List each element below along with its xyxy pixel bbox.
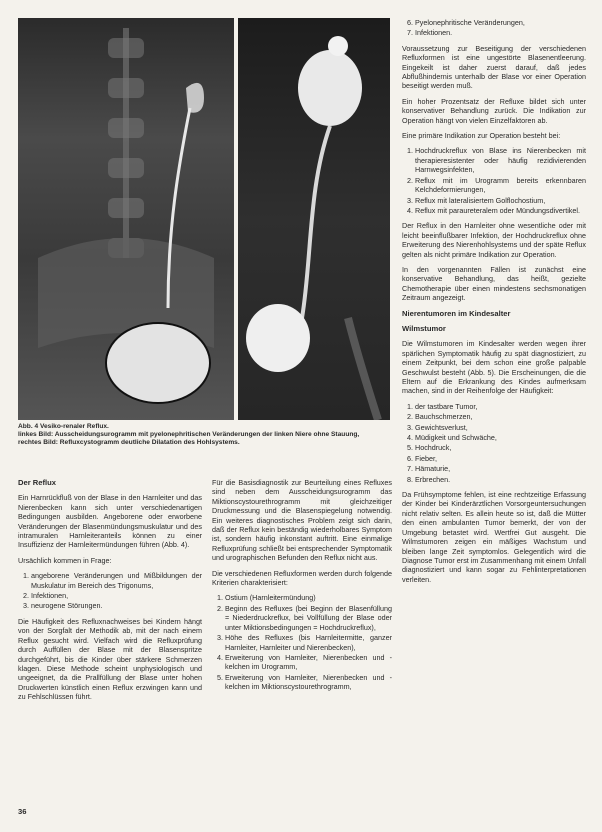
paragraph: Ursächlich kommen in Frage: (18, 555, 112, 565)
criteria-list-continued (402, 18, 586, 38)
paragraph: Die Häufigkeit des Refluxnachweises bei Kindern hängt von der Sorgfalt der Methodik ab, mit der nach einem Reflux gesucht wird. Vielfach wird die Refluxprüfung durch Auffüllen der Blase mit der Blasenspritze durchgeführt, bis die Kinder über stärkere Schmerzen klagen. Diese Methode scheint unphysiologisch und ungeeignet, da die Prallfüllung der Blase unter hohen Druckwerten künstlich einen Reflux erzwingen kann und zu Fehlschlüssen führt. (18, 616, 202, 702)
section-heading-wilms: Wilmstumor (402, 323, 446, 333)
text-column-2 (212, 478, 392, 698)
list-item: 4. Müdigkeit und Schwäche, (415, 433, 586, 442)
cystogram-image (238, 18, 390, 420)
paragraph: Da Frühsymptome fehlen, ist eine rechtzeitige Erfassung der Kinder bei Kinderärztlichen Vorsorgeuntersuchungen nicht relativ selten. Es allein heute so ist, daß die Mütter den einen ambulanten Tumor bemerkt, der von der Umgebung betastet wird. Wertfrei Gut ausgeht. Die Wilmstumoren zeigen ein mäßiges Wachstum und bleiben lange Zeit symptomlos. Gelegentlich wird die Diagnose Tumor erst im Zusammenhang mit einem Unfall diagnostiziert und kann sogar zu Fehlinterpretationen verleiten. (402, 490, 586, 584)
list-item: 6. Fieber, (415, 454, 586, 463)
indication-list (402, 146, 586, 215)
text-column-1 (18, 478, 202, 708)
list-item: 3. Höhe des Refluxes (bis Harnleitermitte, ganzer Harnleiter, Harnleiter und Nierenbecken), (225, 633, 392, 652)
list-item: 3. Gewichtsverlust, (415, 423, 586, 432)
list-item: 5. Erweiterung von Harnleiter, Nierenbecken und -kelchen im Miktionscystourethrogramm, (225, 673, 392, 692)
list-item: 4. Reflux mit paraureteralem oder Mündungsdivertikel. (415, 206, 586, 215)
paragraph: Die Wilmstumoren im Kindesalter werden wegen ihrer spärlichen Symptomatik häufig zu spät diagnostiziert, zu einem Zeitpunkt, bei dem schon eine große palpable Geschwulst besteht (Abb. 5). Die Erscheinungen, die die Eltern auf die Erkrankung des Kindes aufmerksam machen, sind in der Reihenfolge der Häufigkeit: (402, 339, 586, 396)
list-item: 2. Reflux mit im Urogramm bereits erkennbaren Kelchdeformierungen, (415, 176, 586, 195)
list-item: 1. angeborene Veränderungen und Mißbildungen der Muskulatur im Bereich des Trigonums, (31, 571, 202, 590)
criteria-list (212, 593, 392, 691)
paragraph: Der Reflux in den Harnleiter ohne wesentliche oder mit leicht beeinflußbarer Infektion, der Hochdruckreflux ohne Erweiterung des Nierenhohlsystems und der späte Reflux gelten als nicht primäre Indikation zur Operation. (402, 221, 586, 259)
list-item: 6. Pyelonephritische Veränderungen, (415, 18, 586, 27)
paragraph: Ein Harnrückfluß von der Blase in den Harnleiter und das Nierenbecken kann sich unter verschiedenartigen Bedingungen ausbilden. Angeborene oder erworbene Veränderungen der Blasenmündungsmuskulatur und des intramuralen Harnleiteranteils können zu einer Insuffizienz der Harnleitermündungen führen (Abb. 4). (18, 493, 202, 550)
list-item: 1. Hochdruckreflux von Blase ins Nierenbecken mit therapieresistenter oder häufig rezidivierenden Harnwegsinfekten, (415, 146, 586, 174)
figure-caption (18, 423, 398, 448)
caption-left: linkes Bild: Ausscheidungsurogramm mit pyelonephritischen Veränderungen der linken Niere ohne Stauung, (18, 431, 360, 439)
list-item: 7. Hämaturie, (415, 464, 586, 473)
list-item: 5. Hochdruck, (415, 443, 586, 452)
text-column-3 (402, 18, 586, 590)
figure-xray-pair (18, 18, 390, 420)
cause-list (18, 571, 202, 611)
list-item: 1. der tastbare Tumor, (415, 402, 586, 411)
list-item: 3. Reflux mit lateralisiertem Golflochostium, (415, 196, 586, 205)
paragraph: Die verschiedenen Refluxformen werden durch folgende Kriterien charakterisiert: (212, 568, 392, 588)
paragraph: Ein hoher Prozentsatz der Refluxe bildet sich unter konservativer Behandlung zurück. Die Indikation zur Operation hängt von vielen Einzelfaktoren ab. (402, 96, 586, 125)
section-heading-reflux: Der Reflux (18, 478, 56, 487)
caption-right: rechtes Bild: Refluxcystogramm deutliche Dilatation des Hohlsystems. (18, 439, 240, 447)
list-item: 4. Erweiterung von Harnleiter, Nierenbecken und -kelchen im Urogramm, (225, 653, 392, 672)
list-item: 7. Infektionen. (415, 28, 586, 37)
section-heading-tumors: Nierentumoren im Kindesalter (402, 308, 511, 318)
list-item: 3. neurogene Störungen. (31, 601, 202, 610)
list-item: 1. Ostium (Harnleitermündung) (225, 593, 392, 602)
symptom-list (402, 402, 586, 484)
paragraph: Voraussetzung zur Beseitigung der verschiedenen Refluxformen ist eine ungestörte Blasenentleerung. Eingekeilt ist daher zuerst darauf, daß jedes Abflußhindernis unterhalb der Blase vor einer Operation beseitigt werden muß. (402, 43, 586, 91)
caption-title: Abb. 4 Vesiko-renaler Reflux. (18, 423, 109, 430)
urogram-image (18, 18, 234, 420)
list-item: 2. Bauchschmerzen, (415, 412, 586, 421)
list-item: 2. Beginn des Refluxes (bei Beginn der Blasenfüllung = Niederdruckreflux, bei Vollfüllung der Blase oder unter Miktionsbedingungen = Hochdruckreflux), (225, 604, 392, 632)
paragraph: In den vorgenannten Fällen ist zunächst eine konservative Behandlung, das heißt, gezielte Chemotherapie über einen mindestens sechsmonatigen Zeitraum angezeigt. (402, 264, 586, 303)
list-item: 8. Erbrechen. (415, 475, 586, 484)
paragraph: Für die Basisdiagnostik zur Beurteilung eines Refluxes sind neben dem Ausscheidungsurogramm das Miktionscystourethrogramm mit gleichzeitiger Druckmessung und die Blasenspiegelung notwendig. Ein weiteres diagnostisches Problem zeigt sich darin, daß der Reflux kein beständig wiederholbares Symptom ist, sondern häufig inkonstant auftritt. Eine einmalige Refluxprüfung schließt bei entsprechender Symptomatik und urographischen Befunden den Reflux nicht aus. (212, 478, 392, 563)
page-number: 36 (18, 807, 27, 816)
paragraph: Eine primäre Indikation zur Operation besteht bei: (402, 131, 561, 141)
list-item: 2. Infektionen, (31, 591, 202, 600)
